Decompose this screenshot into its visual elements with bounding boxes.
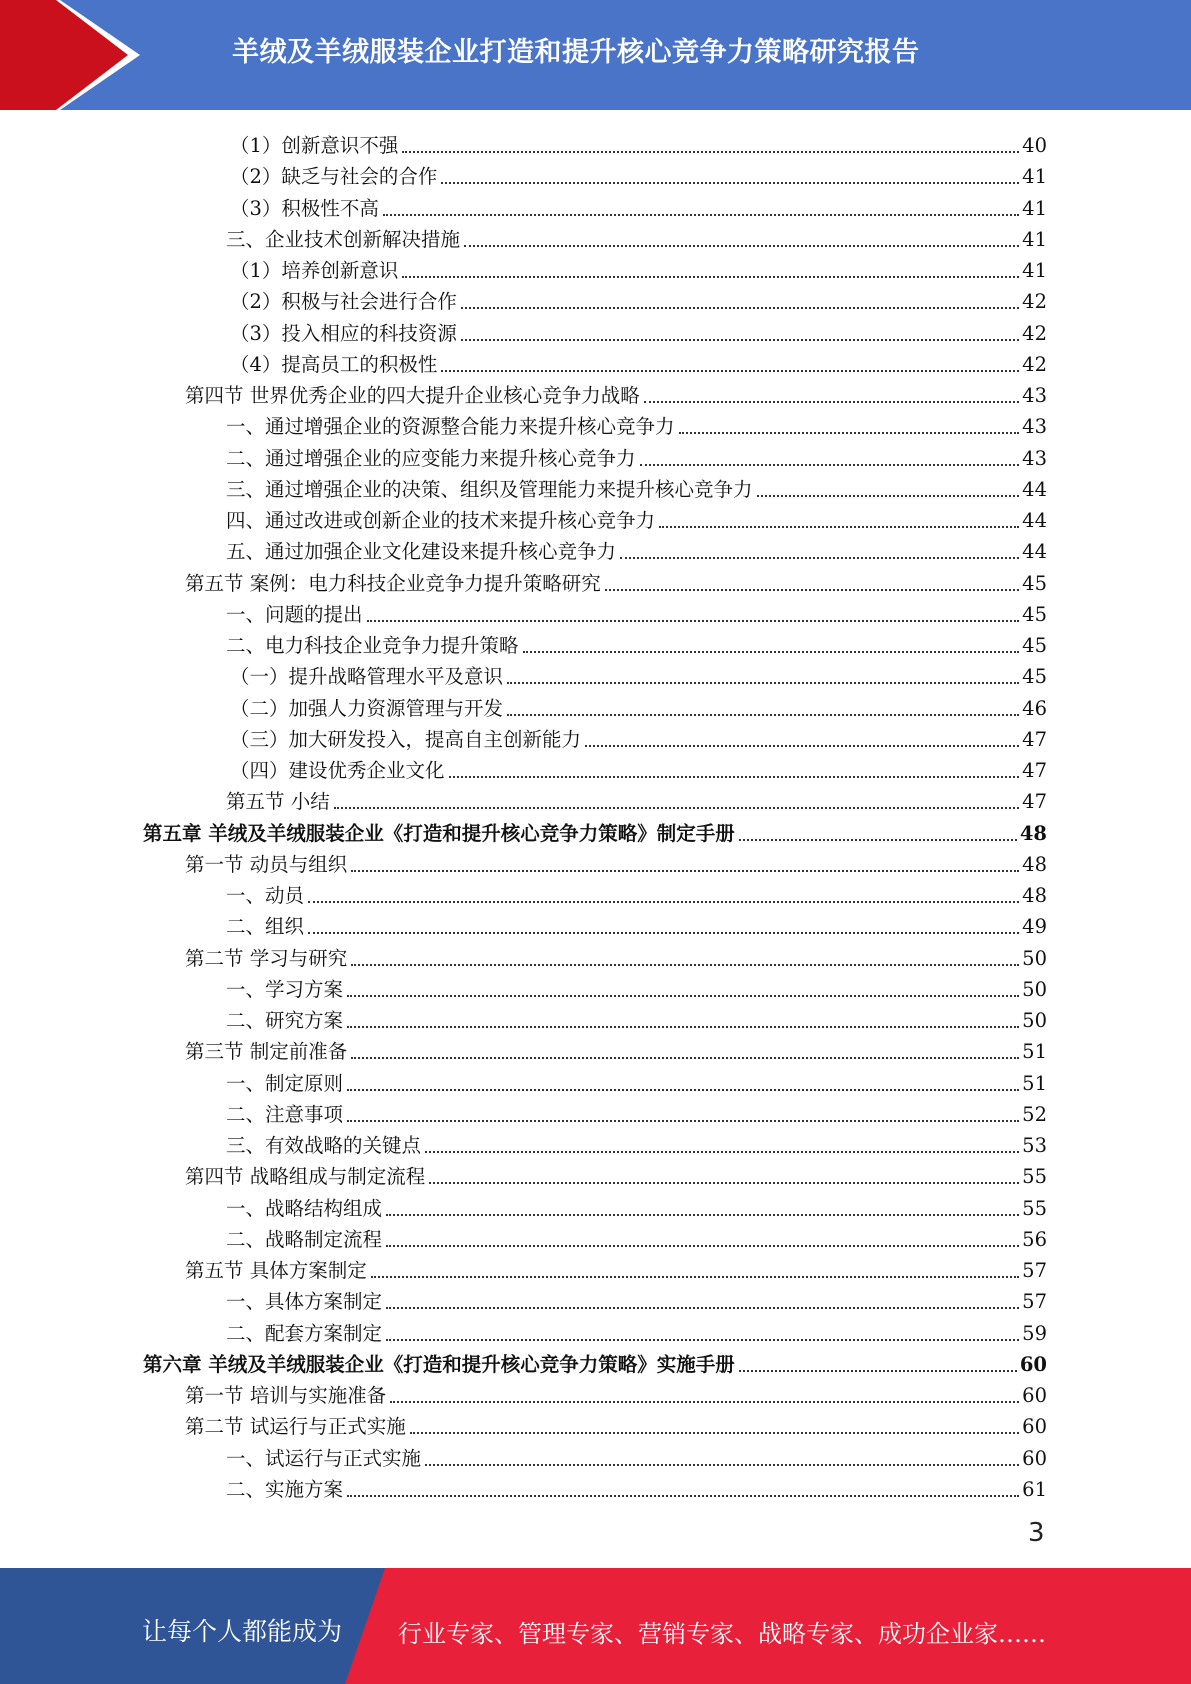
- toc-entry-page: 60: [1022, 1446, 1047, 1470]
- toc-leader-dots: [585, 745, 1019, 747]
- toc-leader-dots: [351, 870, 1019, 872]
- toc-entry[interactable]: [185, 847, 1047, 878]
- toc-leader-dots: [402, 276, 1019, 278]
- toc-entry[interactable]: [185, 941, 1047, 972]
- toc-entry-title: 一、问题的提出: [226, 602, 363, 626]
- toc-leader-dots: [679, 432, 1020, 434]
- toc-leader-dots: [464, 245, 1019, 247]
- toc-entry-title: 一、通过增强企业的资源整合能力来提升核心竞争力: [226, 415, 675, 439]
- report-title: 羊绒及羊绒服装企业打造和提升核心竞争力策略研究报告: [232, 37, 920, 68]
- toc-entry-page: 51: [1022, 1040, 1047, 1064]
- toc-leader-dots: [402, 151, 1019, 153]
- toc-leader-dots: [507, 714, 1019, 716]
- toc-entry-title: 第六章 羊绒及羊绒服装企业《打造和提升核心竞争力策略》实施手册: [143, 1352, 735, 1376]
- toc-leader-dots: [334, 807, 1019, 809]
- toc-entry-title: 第四节 世界优秀企业的四大提升企业核心竞争力战略: [185, 384, 640, 407]
- toc-entry[interactable]: [226, 472, 1047, 503]
- toc-entry-page: 47: [1022, 790, 1047, 814]
- toc-entry[interactable]: [143, 816, 1047, 847]
- toc-leader-dots: [640, 464, 1020, 466]
- toc-entry[interactable]: [230, 753, 1047, 784]
- toc-entry-title: 四、通过改进或创新企业的技术来提升核心竞争力: [226, 509, 656, 532]
- toc-entry-title: 第五节 小结: [226, 790, 330, 814]
- toc-entry-title: （3）积极性不高: [230, 196, 379, 220]
- toc-entry-page: 50: [1022, 977, 1047, 1001]
- toc-entry-page: 52: [1022, 1102, 1047, 1126]
- toc-entry[interactable]: [230, 253, 1047, 284]
- toc-entry-page: 57: [1022, 1290, 1047, 1314]
- toc-entry-page: 45: [1022, 571, 1047, 595]
- toc-leader-dots: [441, 182, 1019, 184]
- toc-entry-title: （一）提升战略管理水平及意识: [230, 665, 504, 689]
- toc-entry[interactable]: [230, 316, 1047, 347]
- toc-entry-page: 56: [1022, 1227, 1047, 1251]
- toc-entry-page: 44: [1022, 477, 1047, 501]
- toc-entry[interactable]: [226, 1284, 1047, 1315]
- toc-entry-page: 50: [1022, 946, 1047, 970]
- toc-leader-dots: [523, 651, 1020, 653]
- footer-slogan-right: 行业专家、管理专家、营销专家、战略专家、成功企业家……: [398, 1620, 1046, 1648]
- toc-entry[interactable]: [226, 222, 1047, 253]
- toc-entry-title: 一、战略结构组成: [226, 1196, 383, 1220]
- toc-entry-title: （4）提高员工的积极性: [230, 352, 438, 376]
- toc-entry[interactable]: [230, 191, 1047, 222]
- page-number: 3: [1028, 1518, 1045, 1548]
- toc-entry[interactable]: [226, 597, 1047, 628]
- toc-entry-page: 51: [1022, 1071, 1047, 1095]
- toc-leader-dots: [739, 1370, 1017, 1372]
- toc-leader-dots: [659, 526, 1019, 528]
- toc-leader-dots: [620, 557, 1019, 559]
- toc-leader-dots: [429, 1182, 1019, 1184]
- toc-entry[interactable]: [230, 691, 1047, 722]
- toc-entry[interactable]: [226, 1066, 1047, 1097]
- toc-entry-page: 59: [1022, 1321, 1047, 1345]
- toc-leader-dots: [461, 339, 1019, 341]
- toc-entry-title: 一、学习方案: [226, 977, 344, 1001]
- toc-entry-page: 55: [1022, 1165, 1047, 1189]
- toc-entry-title: （2）积极与社会进行合作: [230, 290, 457, 314]
- toc-entry[interactable]: [185, 1159, 1047, 1190]
- toc-entry[interactable]: [230, 284, 1047, 315]
- toc-entry[interactable]: [185, 378, 1047, 409]
- toc-leader-dots: [347, 1495, 1019, 1497]
- toc-entry[interactable]: [226, 1441, 1047, 1472]
- toc-entry[interactable]: [226, 1472, 1047, 1503]
- toc-entry-title: 二、战略制定流程: [226, 1227, 383, 1251]
- toc-leader-dots: [386, 1307, 1019, 1309]
- toc-entry-title: 一、动员: [226, 884, 305, 907]
- footer-slogan-left: 让每个人都能成为: [142, 1617, 343, 1646]
- toc-leader-dots: [383, 214, 1019, 216]
- toc-entry-title: （3）投入相应的科技资源: [230, 321, 457, 345]
- toc-entry[interactable]: [226, 628, 1047, 659]
- toc-leader-dots: [308, 901, 1019, 903]
- toc-entry-title: 二、实施方案: [226, 1477, 344, 1501]
- toc-entry[interactable]: [185, 1034, 1047, 1065]
- toc-entry-title: （二）加强人力资源管理与开发: [230, 696, 504, 720]
- toc-entry-title: （三）加大研发投入，提高自主创新能力: [230, 727, 582, 751]
- toc-entry-title: 三、企业技术创新解决措施: [226, 227, 461, 251]
- toc-entry-page: 41: [1022, 165, 1047, 189]
- toc-leader-dots: [308, 932, 1019, 934]
- toc-entry[interactable]: [226, 441, 1047, 472]
- toc-entry[interactable]: [226, 1097, 1047, 1128]
- toc-entry-title: 第二节 试运行与正式实施: [185, 1415, 406, 1439]
- toc-entry[interactable]: [226, 909, 1047, 940]
- toc-entry-page: 42: [1022, 352, 1047, 376]
- toc-entry-page: 48: [1022, 884, 1047, 907]
- toc-entry-title: 二、研究方案: [226, 1009, 344, 1032]
- toc-entry-page: 48: [1022, 852, 1047, 876]
- toc-entry-page: 60: [1022, 1384, 1047, 1407]
- toc-leader-dots: [644, 401, 1019, 403]
- toc-entry-page: 44: [1022, 509, 1047, 532]
- toc-entry[interactable]: [226, 1316, 1047, 1347]
- toc-leader-dots: [449, 776, 1020, 778]
- header-arrow-icon: [0, 0, 160, 110]
- toc-entry[interactable]: [226, 972, 1047, 1003]
- toc-entry-title: 一、试运行与正式实施: [226, 1446, 422, 1470]
- toc-entry[interactable]: [226, 409, 1047, 440]
- toc-entry[interactable]: [185, 1409, 1047, 1440]
- toc-entry-page: 41: [1022, 227, 1047, 251]
- toc-entry[interactable]: [143, 1347, 1047, 1378]
- toc-entry[interactable]: [226, 534, 1047, 565]
- page-footer: [0, 1568, 1191, 1684]
- toc-leader-dots: [386, 1339, 1019, 1341]
- toc-entry-page: 41: [1022, 196, 1047, 220]
- toc-leader-dots: [410, 1432, 1019, 1434]
- toc-leader-dots: [371, 1276, 1019, 1278]
- toc-entry-page: 57: [1022, 1259, 1047, 1282]
- toc-entry-page: 49: [1022, 915, 1047, 939]
- toc-leader-dots: [386, 1214, 1019, 1216]
- toc-entry-title: 三、通过增强企业的决策、组织及管理能力来提升核心竞争力: [226, 477, 753, 501]
- toc-leader-dots: [757, 495, 1020, 497]
- toc-entry[interactable]: [230, 159, 1047, 190]
- toc-entry-title: 二、通过增强企业的应变能力来提升核心竞争力: [226, 446, 636, 470]
- toc-entry[interactable]: [226, 1191, 1047, 1222]
- toc-entry-page: 43: [1022, 446, 1047, 470]
- toc-entry[interactable]: [226, 784, 1047, 815]
- toc-entry-page: 42: [1022, 290, 1047, 314]
- toc-leader-dots: [347, 995, 1019, 997]
- toc-entry-title: 第一节 动员与组织: [185, 852, 348, 876]
- toc-entry-page: 44: [1022, 540, 1047, 564]
- toc-entry-title: （四）建设优秀企业文化: [230, 759, 445, 782]
- toc-entry-title: 一、具体方案制定: [226, 1290, 383, 1314]
- toc-entry-title: （1）培养创新意识: [230, 259, 399, 282]
- toc-leader-dots: [507, 682, 1019, 684]
- toc-leader-dots: [605, 589, 1019, 591]
- toc-entry-page: 45: [1022, 602, 1047, 626]
- toc-entry-title: 第五节 案例：电力科技企业竞争力提升策略研究: [185, 571, 601, 595]
- toc-entry[interactable]: [230, 347, 1047, 378]
- toc-entry-page: 47: [1022, 759, 1047, 782]
- toc-entry-page: 47: [1022, 727, 1047, 751]
- toc-entry-page: 46: [1022, 696, 1047, 720]
- toc-leader-dots: [351, 1057, 1019, 1059]
- toc-entry[interactable]: [230, 659, 1047, 690]
- toc-entry-page: 43: [1022, 415, 1047, 439]
- toc-entry-title: 一、制定原则: [226, 1071, 344, 1095]
- toc-entry-title: 二、配套方案制定: [226, 1321, 383, 1345]
- toc-entry-page: 50: [1022, 1009, 1047, 1032]
- toc-entry-title: （1）创新意识不强: [230, 134, 399, 157]
- toc-entry-title: （2）缺乏与社会的合作: [230, 165, 438, 189]
- toc-entry-title: 第一节 培训与实施准备: [185, 1384, 387, 1407]
- toc-leader-dots: [390, 1401, 1019, 1403]
- toc-entry-title: 二、注意事项: [226, 1102, 344, 1126]
- toc-entry-page: 55: [1022, 1196, 1047, 1220]
- toc-entry[interactable]: [226, 1003, 1047, 1034]
- toc-entry-title: 三、有效战略的关键点: [226, 1134, 422, 1157]
- toc-leader-dots: [351, 964, 1019, 966]
- toc-leader-dots: [425, 1151, 1019, 1153]
- toc-entry-page: 60: [1019, 1352, 1047, 1376]
- page-header: [0, 0, 1191, 110]
- toc-entry-title: 二、组织: [226, 915, 305, 939]
- toc-entry-page: 48: [1019, 821, 1047, 845]
- toc-entry-title: 五、通过加强企业文化建设来提升核心竞争力: [226, 540, 617, 564]
- toc-entry[interactable]: [226, 503, 1047, 534]
- toc-entry-title: 第五章 羊绒及羊绒服装企业《打造和提升核心竞争力策略》制定手册: [143, 821, 735, 845]
- toc-leader-dots: [441, 370, 1019, 372]
- toc-entry[interactable]: [230, 128, 1047, 159]
- toc-leader-dots: [347, 1120, 1019, 1122]
- toc-leader-dots: [367, 620, 1020, 622]
- toc-leader-dots: [347, 1089, 1019, 1091]
- toc-leader-dots: [739, 839, 1017, 841]
- toc-entry-page: 45: [1022, 665, 1047, 689]
- toc-entry-page: 42: [1022, 321, 1047, 345]
- toc-entry[interactable]: [185, 566, 1047, 597]
- toc-entry-page: 43: [1022, 384, 1047, 407]
- toc-entry[interactable]: [185, 1378, 1047, 1409]
- toc-entry[interactable]: [230, 722, 1047, 753]
- toc-entry-title: 二、电力科技企业竞争力提升策略: [226, 634, 519, 657]
- toc-entry-title: 第三节 制定前准备: [185, 1040, 348, 1064]
- toc-entry[interactable]: [226, 878, 1047, 909]
- toc-entry[interactable]: [226, 1222, 1047, 1253]
- toc-entry-title: 第四节 战略组成与制定流程: [185, 1165, 426, 1189]
- toc-entry-page: 61: [1022, 1477, 1047, 1501]
- toc-entry[interactable]: [185, 1253, 1047, 1284]
- toc-leader-dots: [386, 1245, 1019, 1247]
- toc-entry-page: 40: [1022, 134, 1047, 157]
- toc-entry-page: 45: [1022, 634, 1047, 657]
- toc-entry[interactable]: [226, 1128, 1047, 1159]
- toc-entry-title: 第二节 学习与研究: [185, 946, 348, 970]
- toc-leader-dots: [347, 1026, 1019, 1028]
- toc-leader-dots: [461, 307, 1019, 309]
- toc-leader-dots: [425, 1464, 1019, 1466]
- toc-entry-page: 41: [1022, 259, 1047, 282]
- toc-entry-title: 第五节 具体方案制定: [185, 1259, 367, 1282]
- toc-entry-page: 53: [1022, 1134, 1047, 1157]
- toc-entry-page: 60: [1022, 1415, 1047, 1439]
